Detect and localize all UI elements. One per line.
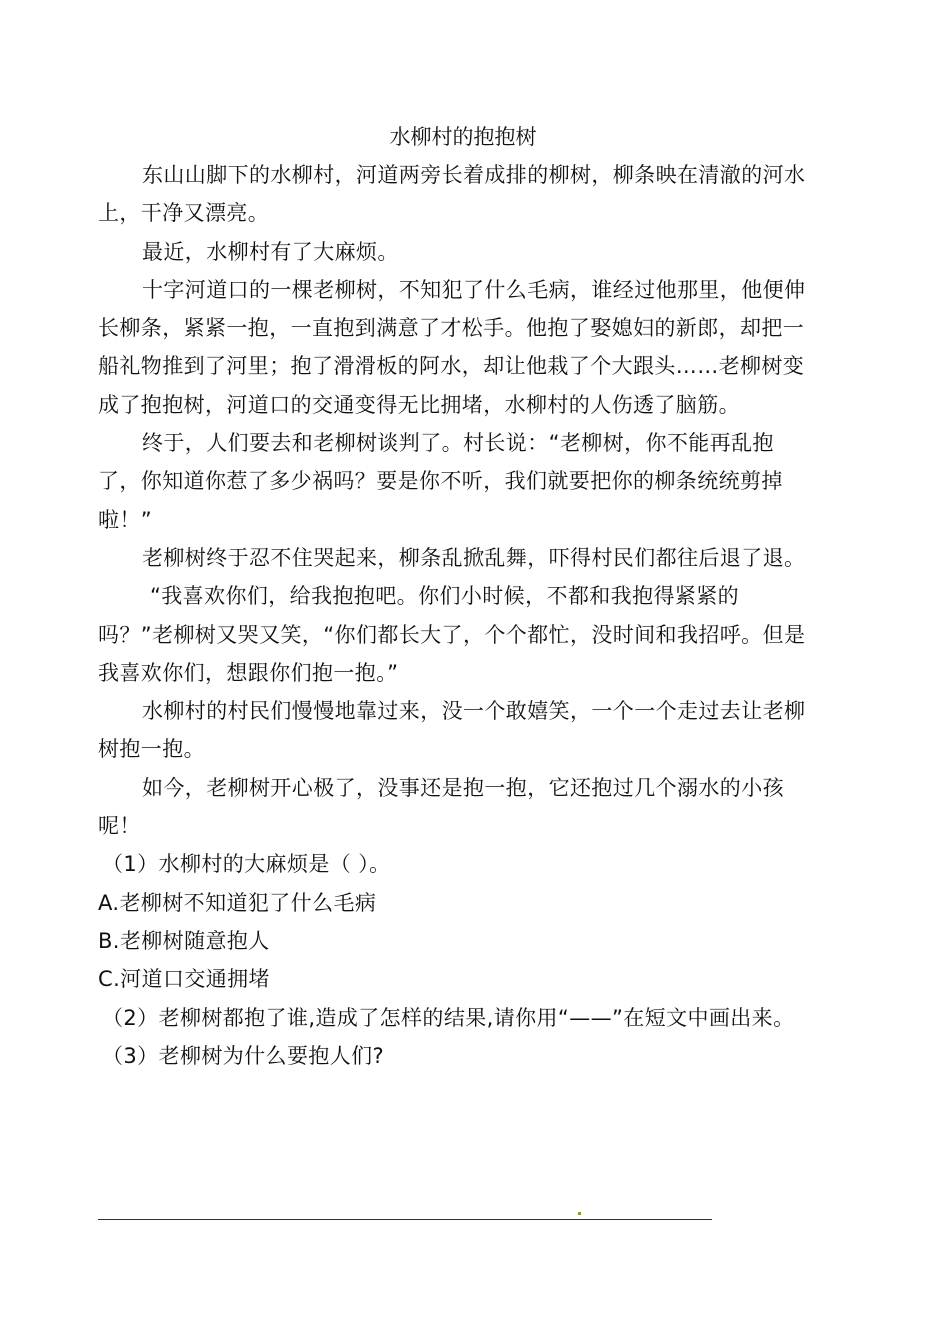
question-1-option-a: A.老柳树不知道犯了什么毛病 (98, 890, 377, 915)
story-paragraph-5: 老柳树终于忍不住哭起来，柳条乱掀乱舞，吓得村民们都往后退了退。 (142, 545, 806, 570)
story-paragraph-6: “我喜欢你们，给我抱抱吧。你们小时候，不都和我抱得紧紧的吗？”老柳树又哭又笑，“你们都长大了，个个都忙，没时间和我招呼。但是我喜欢你们，想跟你们抱一抱。” (98, 584, 806, 685)
worksheet (98, 118, 810, 1075)
story-paragraph-3: 十字河道口的一棵老柳树，不知犯了什么毛病，谁经过他那里，他便伸长柳条，紧紧一抱，一直抱到满意了才松手。他抱了娶媳妇的新郎，却把一船礼物推到了河里；抱了滑滑板的阿水，却让他栽了个大跟头……老柳树变成了抱抱树，河道口的交通变得无比拥堵，水柳村的人伤透了脑筋。 (98, 277, 806, 417)
question-3: （3）老柳树为什么要抱人们? (102, 1043, 385, 1068)
question-1-option-b: B.老柳树随意抱人 (98, 928, 270, 953)
question-2: （2）老柳树都抱了谁,造成了怎样的结果,请你用“——”在短文中画出来。 (102, 1005, 795, 1030)
story-paragraph-1: 东山山脚下的水柳村，河道两旁长着成排的柳树，柳条映在清澈的河水上，干净又漂亮。 (98, 163, 806, 226)
question-1: （1）水柳村的大麻烦是（ ）。 (102, 852, 391, 877)
story-paragraph-8: 如今，老柳树开心极了，没事还是抱一抱，它还抱过几个溺水的小孩呢！ (98, 775, 784, 839)
story-paragraph-7: 水柳村的村民们慢慢地靠过来，没一个敢嬉笑，一个一个走过去让老柳树抱一抱。 (98, 699, 806, 762)
answer-line[interactable] (98, 1219, 712, 1220)
question-1-option-c: C.河道口交通拥堵 (98, 967, 270, 992)
story-title: 水柳村的抱抱树 (389, 125, 537, 149)
answer-line-mark (578, 1212, 581, 1215)
story-paragraph-4: 终于，人们要去和老柳树谈判了。村长说：“老柳树，你不能再乱抱了，你知道你惹了多少祸吗？要是你不听，我们就要把你的柳条统统剪掉啦！” (98, 431, 783, 532)
story-paragraph-2: 最近，水柳村有了大麻烦。 (142, 239, 399, 264)
